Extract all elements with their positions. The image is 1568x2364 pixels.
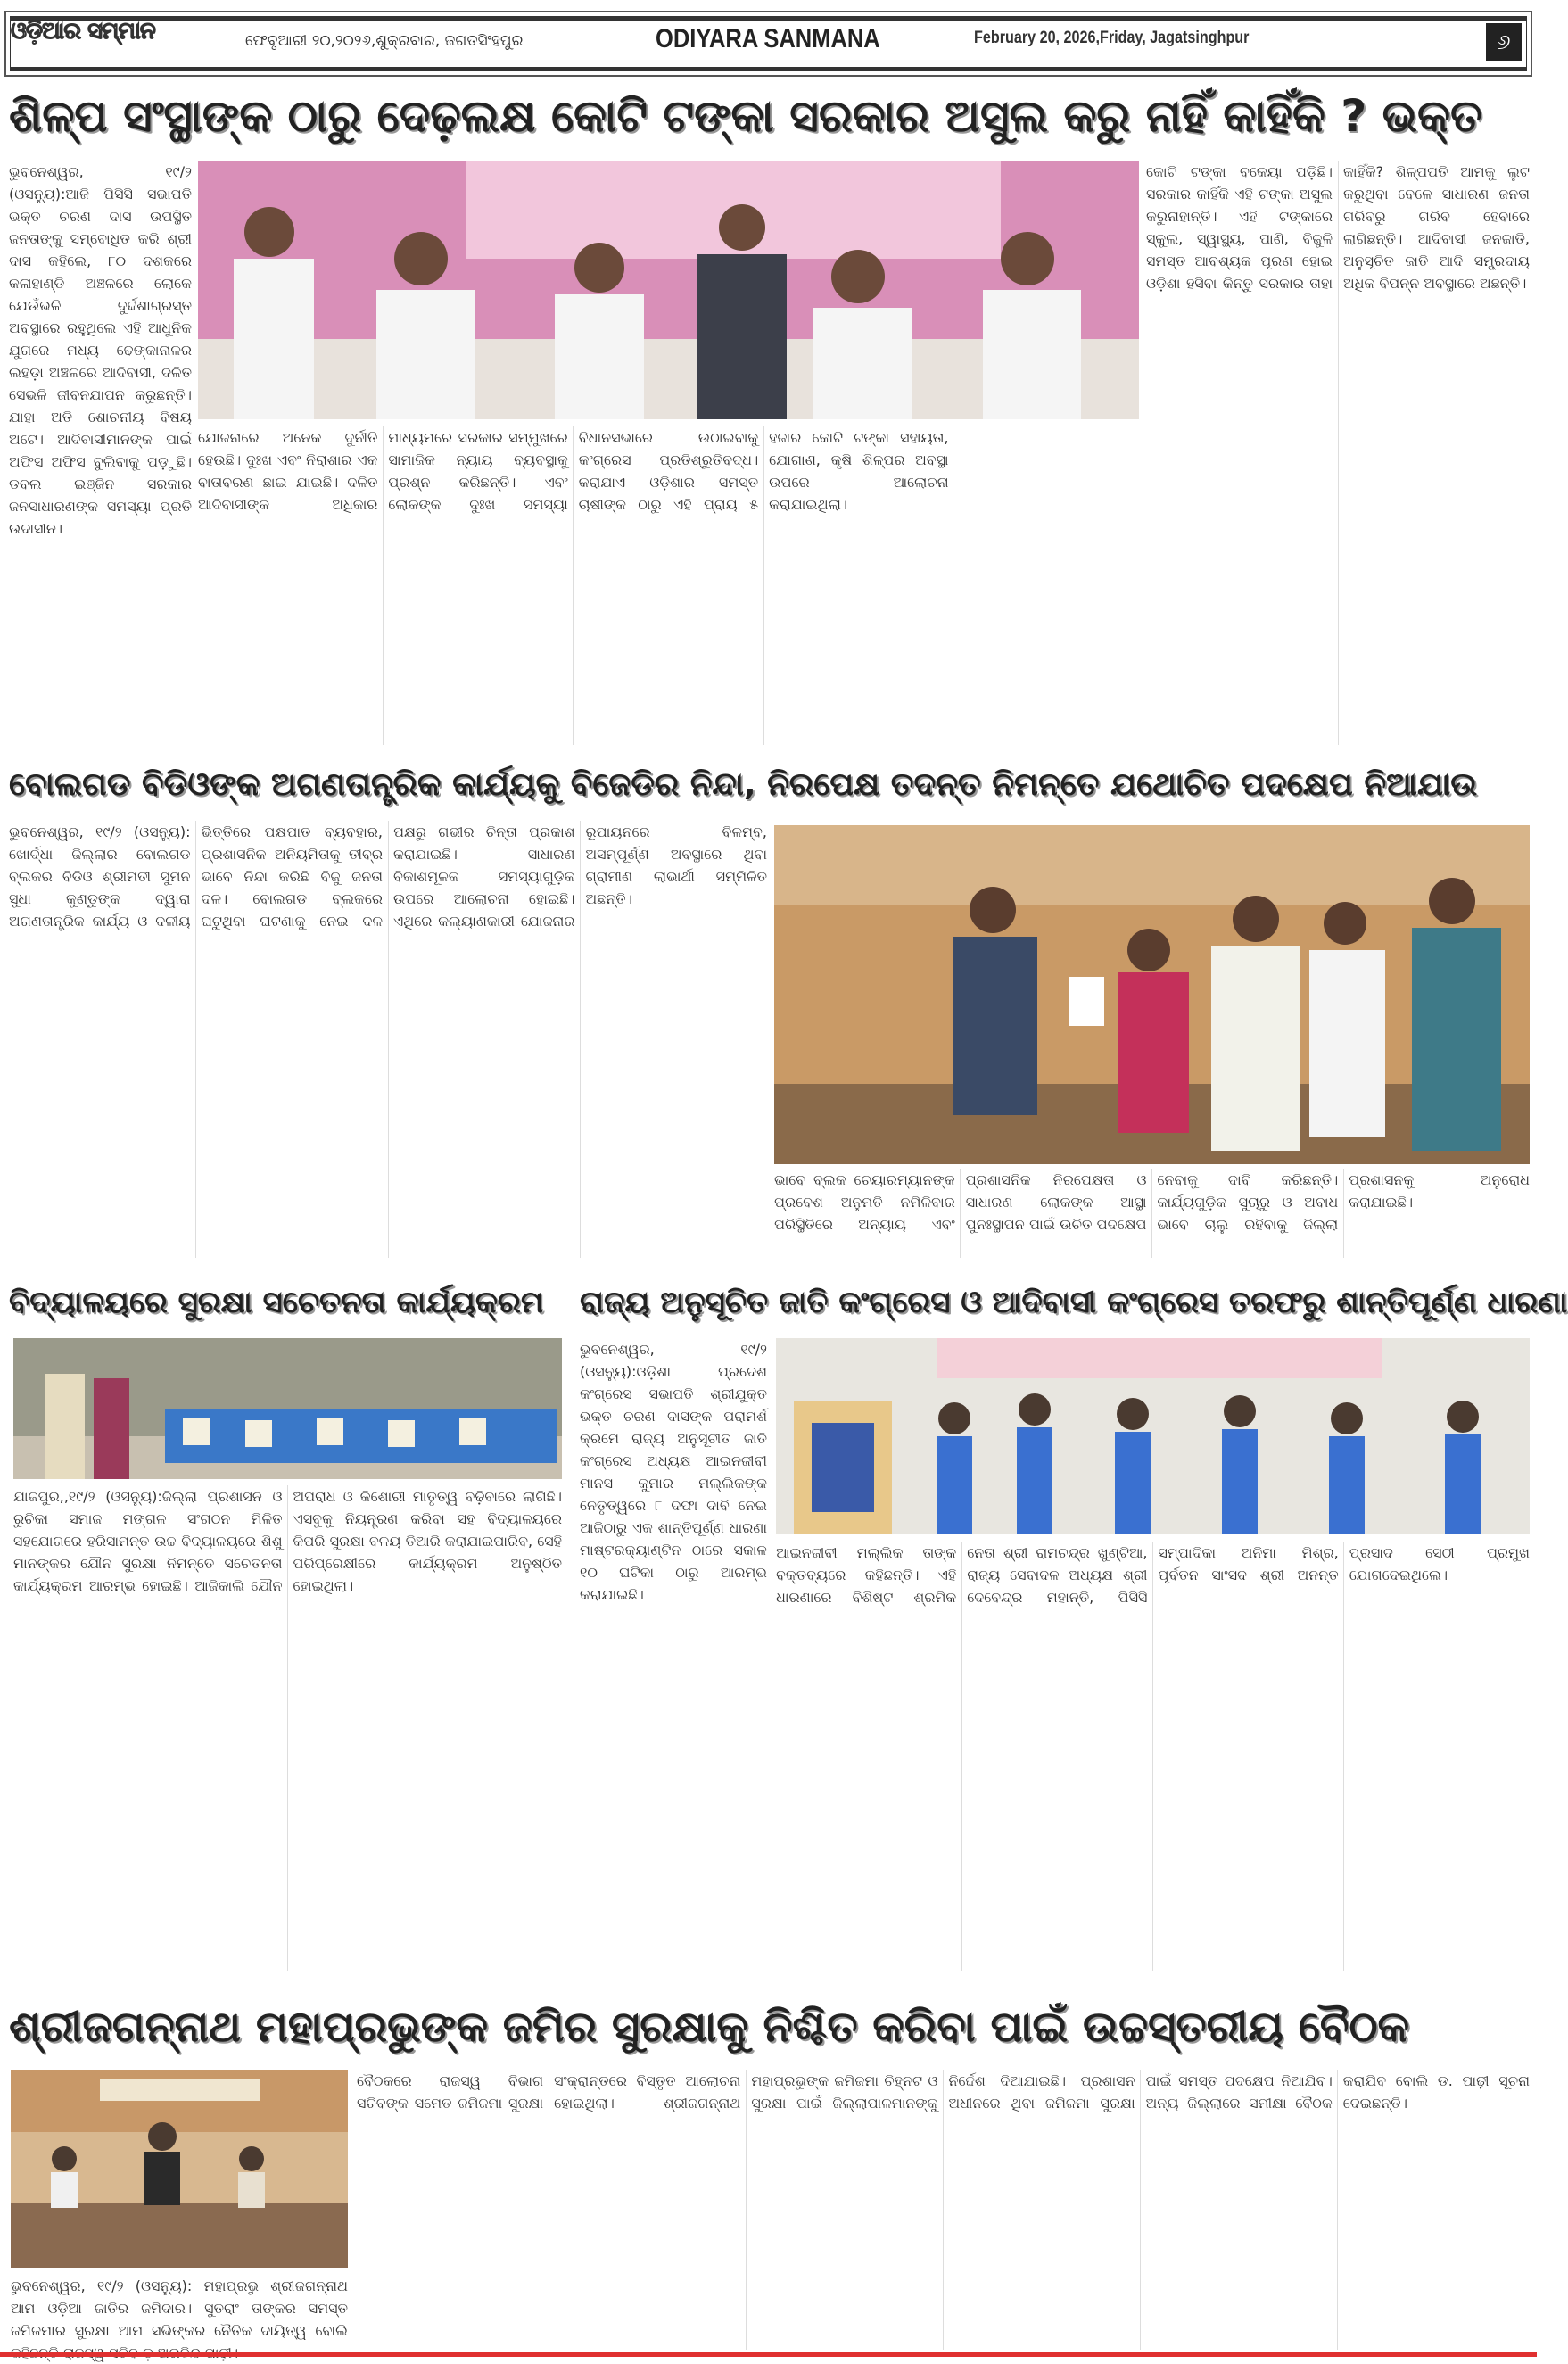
- article-2-photo: [774, 825, 1530, 1164]
- page-number: ୬: [1486, 23, 1522, 61]
- footer-rule: [0, 2352, 1537, 2357]
- english-date: February 20, 2026,Friday, Jagatsinghpur: [974, 29, 1250, 47]
- article-3-body: ଯାଜପୁର,,୧୯/୨ (ଓସନ୍ୟୁ):ଜିଲ୍ଲା ପ୍ରଶାସନ ଓ ରୁଚିକା ସମାଜ ମଙ୍ଗଳ ସଂଗଠନ ମିଳିତ ସହଯୋଗରେ ହରିସାମନ୍ତ ଉଚ୍ଚ ବିଦ୍ୟାଳୟରେ ଶିଶୁ ମାନଙ୍କର ଯୌନ ସୁରକ୍ଷା ନିମନ୍ତେ ସଚେତନତା କାର୍ଯ୍ୟକ୍ରମ ଆରମ୍ଭ ହୋଇଛି। ଆଜିକାଲି ଯୌନ ଅପରାଧ ଓ କିଶୋରୀ ମାତୃତ୍ୱ ବଢ଼ିବାରେ ଲାଗିଛି। ଏସବୁକୁ ନିୟନ୍ତ୍ରଣ କରିବା ସହ ବିଦ୍ୟାଳୟରେ କିପରି ସୁରକ୍ଷା ବଳୟ ତିଆରି କରାଯାଇପାରିବ, ସେହି ପରିପ୍ରେକ୍ଷୀରେ କାର୍ଯ୍ୟକ୍ରମ ଅନୁଷ୍ଠିତ ହୋଇଥିଲା।: [13, 1488, 562, 1594]
- article-1-body: ଯୋଜନାରେ ଅନେକ ଦୁର୍ନୀତି ହେଉଛି। ଦୁଃଖ ଏବଂ ନିରାଶାର ଏକ ବାତାବରଣ ଛାଇ ଯାଇଛି। ଦଳିତ ଆଦିବାସୀଙ୍କ ଅଧିକାର ମାଧ୍ୟମରେ ସରକାର ସମ୍ମୁଖରେ ସାମାଜିକ ନ୍ୟାୟ ବ୍ୟବସ୍ଥାକୁ ପ୍ରଶ୍ନ କରିଛନ୍ତି। ଏବଂ ଲୋକଙ୍କ ଦୁଃଖ ସମସ୍ୟା ବିଧାନସଭାରେ ଉଠାଇବାକୁ କଂଗ୍ରେସ ପ୍ରତିଶ୍ରୁତିବଦ୍ଧ। କରାଯାଏ ଓଡ଼ିଶାର ସମସ୍ତ ଚାଷୀଙ୍କ ଠାରୁ ଏହି ପ୍ରାୟ ୫ ହଜାର କୋଟି ଟଙ୍କା ସହାୟତା, ଯୋଗାଣ, କୃଷି ଶିଳ୍ପର ଅବସ୍ଥା ଉପରେ ଆଲୋଚନା କରାଯାଇଥିଲା।: [198, 429, 949, 513]
- article-1-right-columns: କୋଟି ଟଙ୍କା ବକେୟା ପଡ଼ିଛି। ସରକାର କାହିଁକି ଏହି ଟଙ୍କା ଅସୁଲ କରୁନାହାନ୍ତି। ଏହି ଟଙ୍କାରେ ସ୍କୁଲ, ସ୍ୱାସ୍ଥ୍ୟ, ପାଣି, ବିଜୁଳି ସମସ୍ତ ଆବଶ୍ୟକ ପୂରଣ ହୋଇ ଓଡ଼ିଶା ହସିବା କିନ୍ତୁ ସରକାର ତାହା କାହିଁକି? ଶିଳ୍ପପତି ଆମକୁ ଲୁଟ କରୁଥିବା ବେଳେ ସାଧାରଣ ଜନତା ଗରିବରୁ ଗରିବ ହେବାରେ ଲାଗିଛନ୍ତି। ଆଦିବାସୀ ଜନଜାତି, ଅନୁସୂଚିତ ଜାତି ଆଦି ସମ୍ପ୍ରଦାୟ ଅଧିକ ବିପନ୍ନ ଅବସ୍ଥାରେ ଅଛନ୍ତି।: [1146, 163, 1530, 292]
- article-4-body: ଆଇନଜୀବୀ ମଲ୍ଲିକ ତାଙ୍କ ବକ୍ତବ୍ୟରେ କହିଛନ୍ତି। ଏହି ଧାରଣାରେ ବିଶିଷ୍ଟ ଶ୍ରମିକ ନେତା ଶ୍ରୀ ରାମଚନ୍ଦ୍ର ଖୁଣ୍ଟିଆ, ରାଜ୍ୟ ସେବାଦଳ ଅଧ୍ୟକ୍ଷ ଶ୍ରୀ ଦେବେନ୍ଦ୍ର ମହାନ୍ତି, ପିସିସି ସମ୍ପାଦିକା ଅନିମା ମିଶ୍ର, ପୂର୍ବତନ ସାଂସଦ ଶ୍ରୀ ଅନନ୍ତ ପ୍ରସାଦ ସେଠୀ ପ୍ରମୁଖ ଯୋଗଦେଇଥିଲେ।: [776, 1544, 1530, 1606]
- newspaper-title: ODIYARA SANMANA: [656, 24, 880, 54]
- headline-3: ବିଦ୍ୟାଳୟରେ ସୁରକ୍ଷା ସଚେତନତା କାର୍ଯ୍ୟକ୍ରମ: [9, 1285, 544, 1320]
- headline-5: ଶ୍ରୀଜଗନ୍ନାଥ ମହାପ୍ରଭୁଙ୍କ ଜମିର ସୁରକ୍ଷାକୁ ନିଶ୍ଚିତ କରିବା ପାଇଁ ଉଚ୍ଚସ୍ତରୀୟ ବୈଠକ: [9, 2002, 1409, 2052]
- article-3-photo: [13, 1338, 562, 1479]
- article-5-lead: ଭୁବନେଶ୍ୱର, ୧୯/୨ (ଓସନ୍ୟୁ): ମହାପ୍ରଭୁ ଶ୍ରୀଜଗନ୍ନାଥ ଆମ ଓଡ଼ିଆ ଜାତିର ଜମିଦାର। ସୁତରାଂ ତାଙ୍କର ସମସ୍ତ ଜମିଜମାର ସୁରକ୍ଷା ଆମ ସଭିଙ୍କର ନୈତିକ ଦାୟିତ୍ୱ ବୋଲି: [11, 2277, 348, 2339]
- article-1-photo: [198, 161, 1139, 419]
- article-5-body: ବୈଠକରେ ରାଜସ୍ୱ ବିଭାଗ ସଚିବଙ୍କ ସମେତ ଜମିଜମା ସୁରକ୍ଷା ସଂକ୍ରାନ୍ତରେ ବିସ୍ତୃତ ଆଲୋଚନା ହୋଇଥିଲା। ଶ୍ରୀଜଗନ୍ନାଥ ମହାପ୍ରଭୁଙ୍କ ଜମିଜମା ଚିହ୍ନଟ ଓ ସୁରକ୍ଷା ପାଇଁ ଜିଲ୍ଲାପାଳମାନଙ୍କୁ ନିର୍ଦ୍ଦେଶ ଦିଆଯାଇଛି। ପ୍ରଶାସନ ଅଧୀନରେ ଥିବା ଜମିଜମା ସୁରକ୍ଷା ପାଇଁ ସମସ୍ତ ପଦକ୍ଷେପ ନିଆଯିବ। ଅନ୍ୟ ଜିଲ୍ଲାରେ ସମୀକ୍ଷା ବୈଠକ କରାଯିବ ବୋଲି ଡ. ପାଢ଼ୀ ସୂଚନା ଦେଇଛନ୍ତି।: [357, 2072, 1530, 2112]
- article-1-lead: ଭୁବନେଶ୍ୱର, ୧୯/୨ (ଓସନ୍ୟୁ):ଆଜି ପିସିସି ସଭାପତି ଭକ୍ତ ଚରଣ ଦାସ ଉପସ୍ଥିତ ଜନତାଙ୍କୁ ସମ୍ବୋଧିତ କରି ଶ୍ରୀ ଦାସ କହିଲେ, ୮୦ ଦଶକରେ କଳାହାଣ୍ଡି ଅଞ୍ଚଳରେ ଲୋକେ ଯେଉଁଭଳି ଦୁର୍ଦ୍ଦଶାଗ୍ରସ୍ତ ଅବସ୍ଥାରେ ରହୁଥିଲେ ଏହି ଆଧୁନିକ ଯୁଗରେ ମଧ୍ୟ ଢେଙ୍କାନାଳର ଲହଡ଼ା ଅଞ୍ଚଳରେ ଆଦିବାସୀ, ଦଳିତ ସେଭଳି ଜୀବନଯାପନ କରୁଛନ୍ତି। ଯାହା ଅତି ଶୋଚନୀୟ ବିଷୟ ଅଟେ। ଆଦିବାସୀମାନଙ୍କ ପାଇଁ ଅଫିସ ଅଫିସ ବୁଲିବାକୁ ପଡ଼ୁଛି। ଡବଲ ଇଞ୍ଜିନ ସରକାର ଜନସାଧାରଣଙ୍କ ସମସ୍ୟା ପ୍ରତି ଉଦାସୀନ।: [9, 163, 192, 537]
- article-2-bottom: ଭାବେ ବ୍ଲକ ଚେୟାରମ୍ୟାନଙ୍କ ପ୍ରବେଶ ଅନୁମତି ନମିଳିବାର ପରିସ୍ଥିତିରେ ଅନ୍ୟାୟ ଏବଂ ପ୍ରଶାସନିକ ନିରପେକ୍ଷତା ଓ ସାଧାରଣ ଲୋକଙ୍କ ଆସ୍ଥା ପୁନଃସ୍ଥାପନ ପାଇଁ ଉଚିତ ପଦକ୍ଷେପ ନେବାକୁ ଦାବି କରିଛନ୍ତି। କାର୍ଯ୍ୟଗୁଡ଼ିକ ସୁଚାରୁ ଓ ଅବାଧ ଭାବେ ଚାଲୁ ରହିବାକୁ ଜିଲ୍ଲା ପ୍ରଶାସନକୁ ଅନୁରୋଧ କରାଯାଇଛି।: [774, 1171, 1530, 1233]
- article-5-photo: [11, 2070, 348, 2268]
- headline-1: ଶିଳ୍ପ ସଂସ୍ଥାଙ୍କ ଠାରୁ ଦେଢ଼ଲକ୍ଷ କୋଟି ଟଙ୍କା ସରକାର ଅସୁଲ କରୁ ନାହିଁ କାହିଁକି ? ଭକ୍ତ: [9, 90, 1482, 142]
- newspaper-logo: ଓଡ଼ିଆର ସମ୍ମାନ: [11, 18, 155, 45]
- odia-date: ଫେବୃଆରୀ ୨୦,୨୦୨୬,ଶୁକ୍ରବାର, ଜଗତସିଂହପୁର: [245, 32, 524, 50]
- article-4-photo: [776, 1338, 1530, 1534]
- article-2-body: ଭୁବନେଶ୍ୱର, ୧୯/୨ (ଓସନ୍ୟୁ): ଖୋର୍ଦ୍ଧା ଜିଲ୍ଲାର ବୋଲଗଡ ବ୍ଲକର ବିଡିଓ ଶ୍ରୀମତୀ ସୁମନ ସୁଧା କୁଣ୍ଡୁଙ୍କ ଦ୍ୱାରା ଅଗଣତାନ୍ତ୍ରିକ କାର୍ଯ୍ୟ ଓ ଦଳୀୟ ଭିତ୍ତିରେ ପକ୍ଷପାତ ବ୍ୟବହାର, ପ୍ରଶାସନିକ ଅନିୟମିତାକୁ ତୀବ୍ର ଭାବେ ନିନ୍ଦା କରିଛି ବିଜୁ ଜନତା ଦଳ। ବୋଲଗଡ ବ୍ଲକରେ ଘଟୁଥିବା ଘଟଣାକୁ ନେଇ ଦଳ ପକ୍ଷରୁ ଗଭୀର ଚିନ୍ତା ପ୍ରକାଶ କରାଯାଇଛି। ସାଧାରଣ ବିକାଶମୂଳକ ସମସ୍ୟାଗୁଡ଼ିକ ଉପରେ ଆଲୋଚନା ହୋଇଛି। ଏଥିରେ କଲ୍ୟାଣକାରୀ ଯୋଜନାର ରୂପାୟନରେ ବିଳମ୍ବ, ଅସମ୍ପୂର୍ଣ୍ଣ ଅବସ୍ଥାରେ ଥିବା ଗ୍ରାମୀଣ ଲାଭାର୍ଥୀ ସମ୍ମିଳିତ ଅଛନ୍ତି।: [9, 823, 767, 930]
- headline-2: ବୋଲଗଡ ବିଡିଓଙ୍କ ଅଗଣତାନ୍ତ୍ରିକ କାର୍ଯ୍ୟକୁ ବିଜେଡିର ନିନ୍ଦା, ନିରପେକ୍ଷ ତଦନ୍ତ ନିମନ୍ତେ ଯଥୋଚିତ ପଦକ୍ଷେପ ନିଆଯାଉ: [9, 766, 1478, 803]
- headline-4: ରାଜ୍ୟ ଅନୁସୂଚିତ ଜାତି କଂଗ୍ରେସ ଓ ଆଦିବାସୀ କଂଗ୍ରେସ ତରଫରୁ ଶାନ୍ତିପୂର୍ଣ୍ଣ ଧାରଣା: [580, 1285, 1568, 1320]
- article-4-lead: ଭୁବନେଶ୍ୱର, ୧୯/୨ (ଓସନ୍ୟୁ):ଓଡ଼ିଶା ପ୍ରଦେଶ କଂଗ୍ରେସ ସଭାପତି ଶ୍ରୀଯୁକ୍ତ ଭକ୍ତ ଚରଣ ଦାସଙ୍କ ପରାମର୍ଶ କ୍ରମେ ରାଜ୍ୟ ଅନୁସୂଚୀତ ଜାତି କଂଗ୍ରେସ ଅଧ୍ୟକ୍ଷ ଆଇନଜୀବୀ ମାନସ କୁମାର ମଲ୍ଲିକଙ୍କ ନେତୃତ୍ୱରେ ୮ ଦଫା ଦାବି ନେଇ ଆଜିଠାରୁ ଏକ ଶାନ୍ତିପୂର୍ଣ୍ଣ ଧାରଣା ମାଷ୍ଟରକ୍ୟାଣ୍ଟିନ ଠାରେ ସକାଳ ୧୦ ଘଟିକା ଠାରୁ ଆରମ୍ଭ କରାଯାଇଛି।: [580, 1341, 767, 1603]
